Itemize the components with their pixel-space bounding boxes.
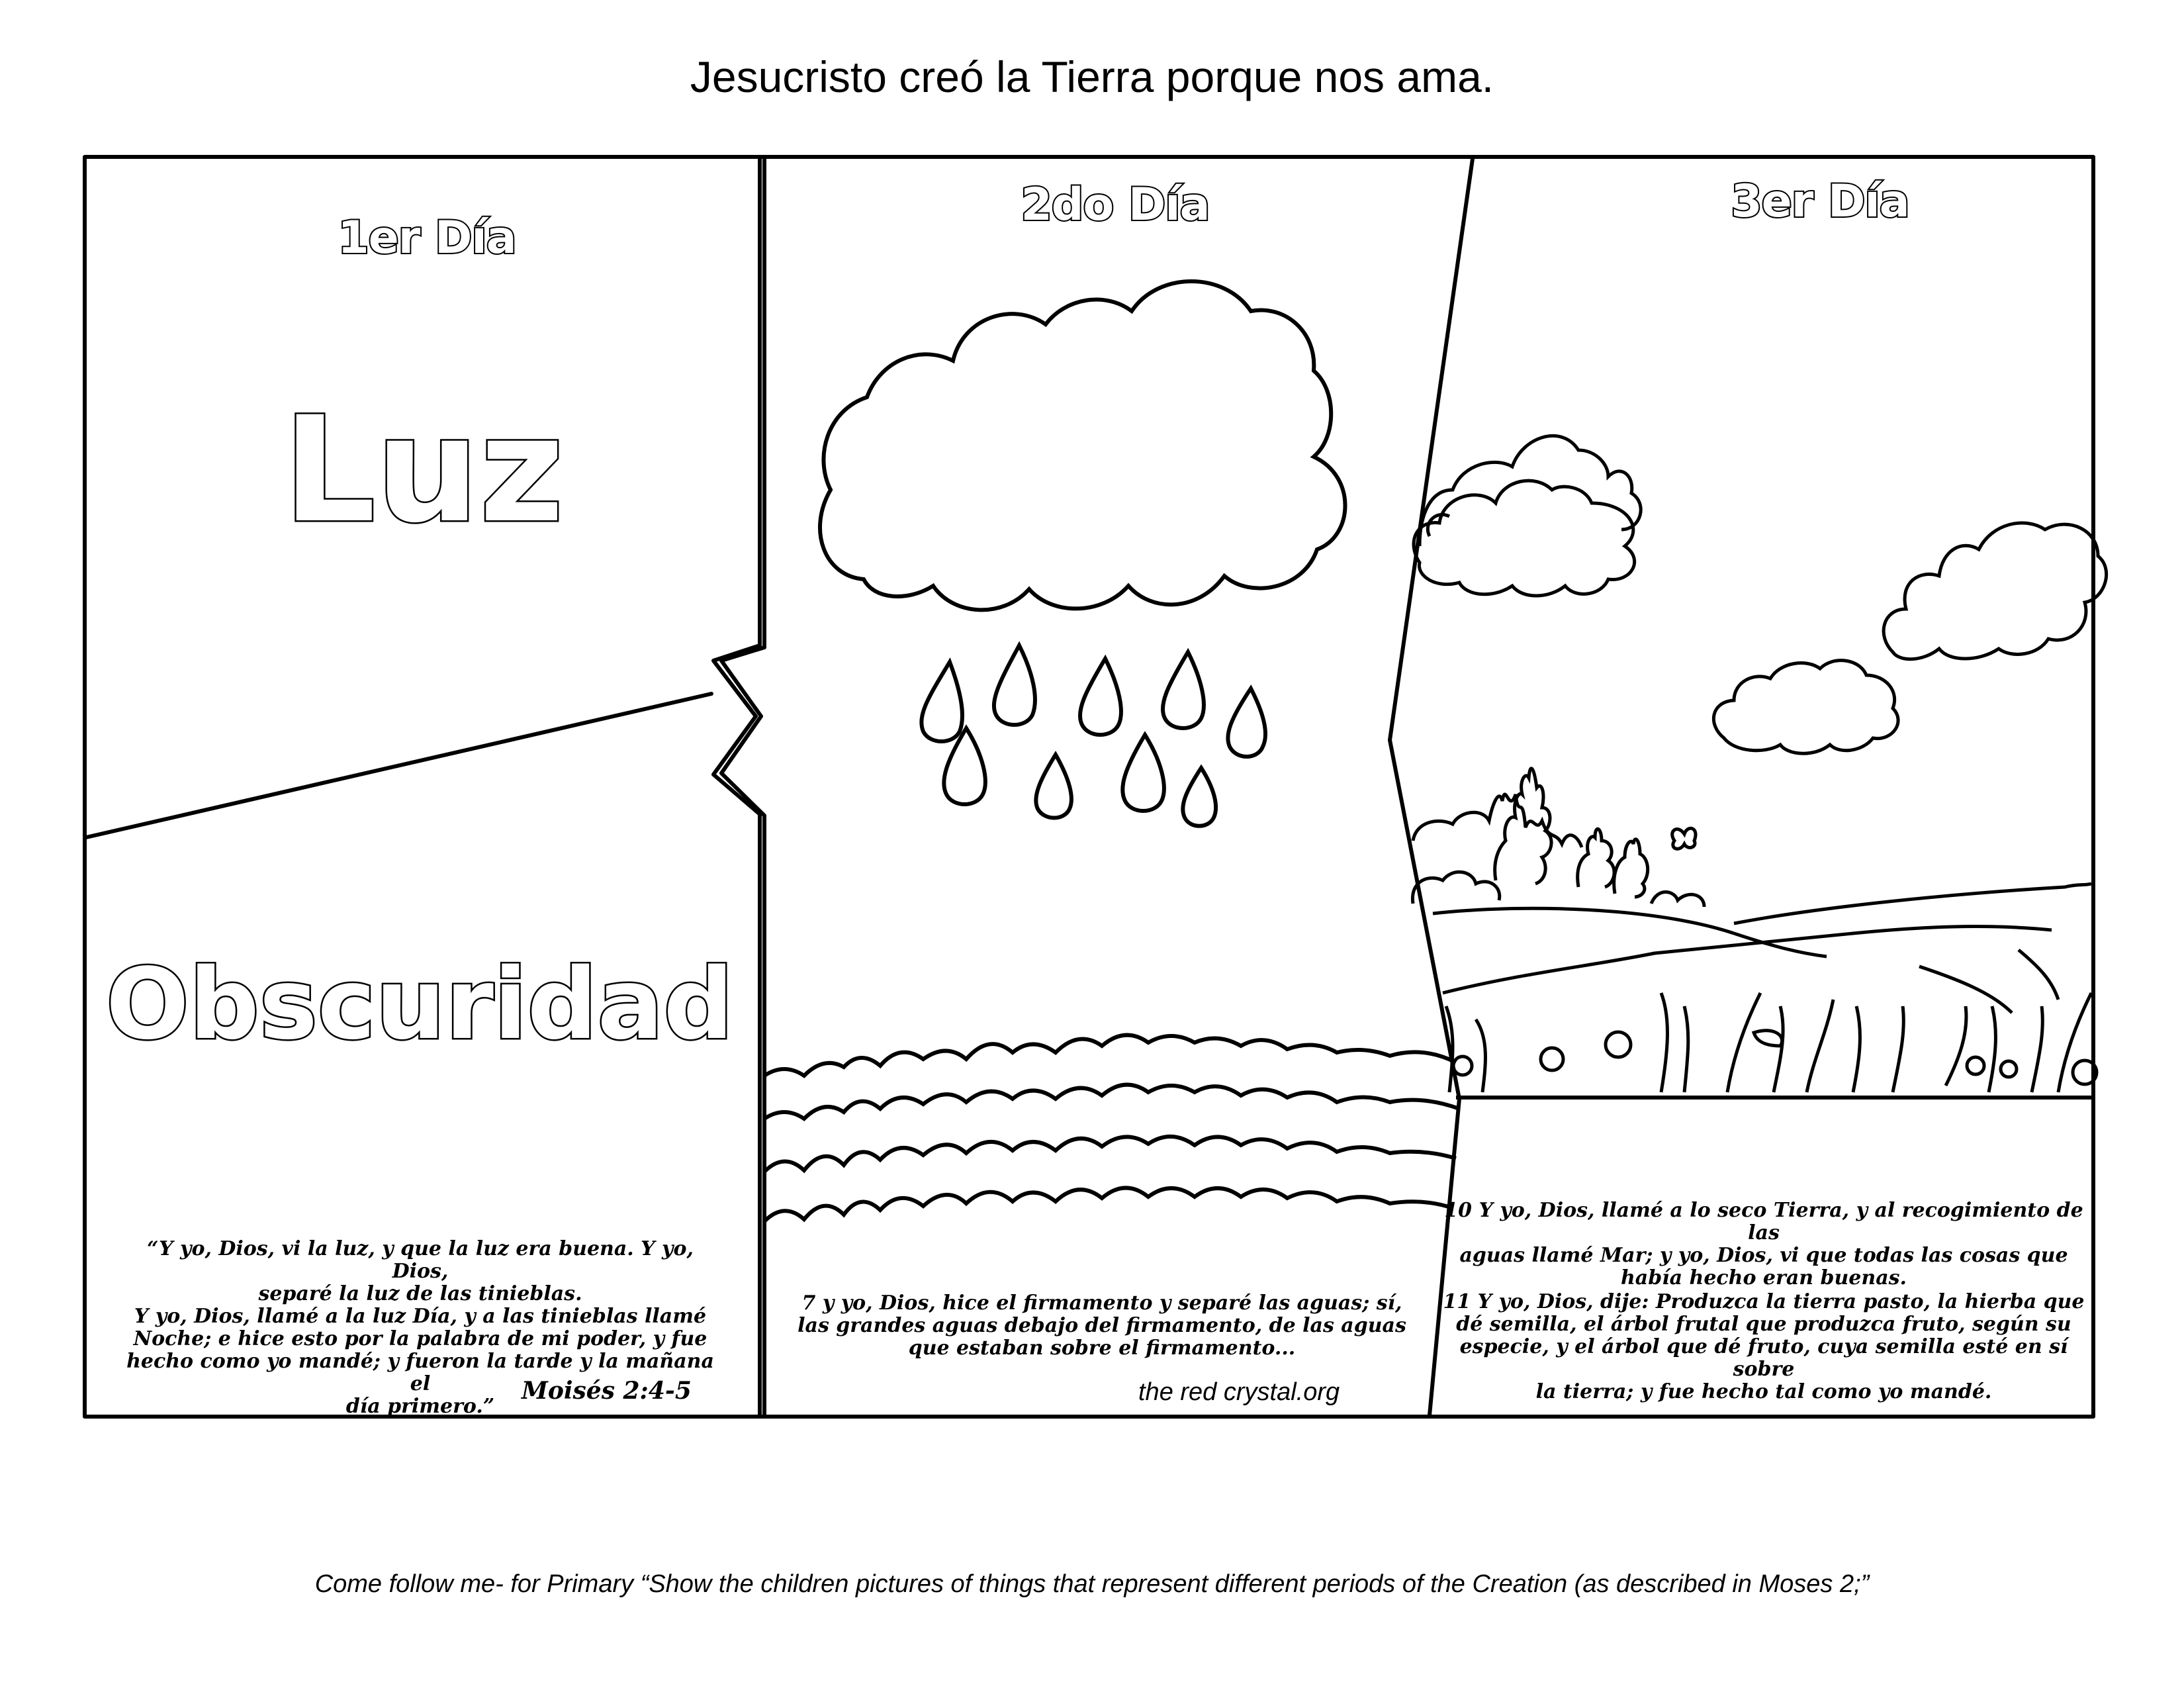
wave-line	[764, 1035, 1456, 1076]
wave-line	[764, 1188, 1453, 1221]
land-cloud	[1713, 661, 1898, 754]
raindrop	[1183, 768, 1216, 826]
tree-line	[1412, 872, 1499, 904]
ocean-waves	[764, 1035, 1459, 1221]
grass-blade	[1989, 1006, 1995, 1092]
raindrop	[1228, 688, 1265, 757]
page-title: Jesucristo creó la Tierra porque nos ama.	[690, 52, 1494, 101]
rain-drops	[921, 645, 1265, 826]
raindrop	[1163, 652, 1204, 728]
footer-note: Come follow me- for Primary “Show the children pictures of things that represent different periods of the Creation (as described in Moses 2;”	[314, 1570, 1870, 1598]
land-cloud	[1884, 523, 2107, 659]
hill-line	[1433, 908, 1734, 933]
grass-blade	[1853, 1006, 1860, 1092]
grass-blade	[1476, 1019, 1485, 1092]
tree-line	[1413, 794, 1582, 847]
light-dark-divider	[86, 694, 711, 837]
butterfly	[1672, 828, 1696, 849]
raindrop	[994, 645, 1035, 725]
land-cloud	[1420, 436, 1641, 546]
rain-cloud	[820, 281, 1345, 610]
day1-verse: “Y yo, Dios, vi la luz, y que la luz era buena. Y yo, Dios, separé la luz de las tinieblas. Y yo, Dios, llamé a la luz Día, y a las tinieblas llamé Noche; e hice esto por la palabra de mi poder, y fue hecho como yo mandé; y fueron la tarde y la mañana el día primero.”	[126, 1237, 714, 1418]
field-line	[1919, 966, 2012, 1013]
grass-blade	[1774, 1006, 1783, 1092]
raindrop	[921, 662, 962, 741]
land-cloud	[1414, 481, 1635, 596]
tree-line	[1651, 892, 1704, 908]
flower	[1967, 1057, 1984, 1074]
light-word: Luz	[283, 385, 565, 555]
grass-blade	[2032, 1006, 2042, 1092]
day1-label: 1er Día	[338, 212, 516, 264]
site-credit: the red crystal.org	[1138, 1378, 1340, 1406]
dark-word: Obscuridad	[106, 947, 734, 1061]
flower	[2001, 1061, 2017, 1077]
flower	[1453, 1056, 1472, 1075]
day3-verse-11: 11 Y yo, Dios, dije: Produzca la tierra pasto, la hierba que dé semilla, el árbol frutal que produzca fruto, según su especie, y el árbol que dé fruto, cuya semilla esté en sí sobre la tierra; y fue hecho tal como yo mandé.	[1443, 1290, 2085, 1403]
wave-line	[764, 1085, 1459, 1119]
raindrop	[1036, 755, 1071, 818]
grass-leaf	[1754, 1031, 1782, 1046]
raindrop	[1122, 735, 1164, 811]
grass-blade	[1946, 1006, 1966, 1086]
grass-blade	[1727, 993, 1760, 1092]
day3-verse-10: 10 Y yo, Dios, llamé a lo seco Tierra, y al recogimiento de las aguas llamé Mar; y yo, Dios, vi que todas las cosas que había hecho eran buenas.	[1444, 1199, 2083, 1289]
tree-line	[1614, 839, 1648, 897]
grass-blade	[1661, 993, 1667, 1092]
tree-line	[1578, 829, 1614, 887]
day2-verse: 7 y yo, Dios, hice el firmamento y separé las aguas; sí, las grandes aguas debajo del firmamento, de las aguas que estaban sobre el firmamento...	[797, 1291, 1406, 1360]
land-cloud	[1428, 514, 1449, 536]
grass-blade	[1807, 1000, 1833, 1092]
flower	[1606, 1032, 1631, 1057]
day2-label: 2do Día	[1021, 179, 1210, 231]
field-line	[2019, 950, 2058, 1000]
flower	[1541, 1048, 1563, 1070]
day3-label: 3er Día	[1731, 175, 1909, 228]
hill-line	[1734, 884, 2091, 923]
day1-reference: Moisés 2:4-5	[522, 1377, 692, 1405]
grass-blade	[1893, 1006, 1903, 1092]
land-scene	[1412, 436, 2106, 1098]
grass-blade	[1684, 1006, 1688, 1092]
wave-line	[764, 1137, 1456, 1172]
raindrop	[1080, 659, 1121, 735]
